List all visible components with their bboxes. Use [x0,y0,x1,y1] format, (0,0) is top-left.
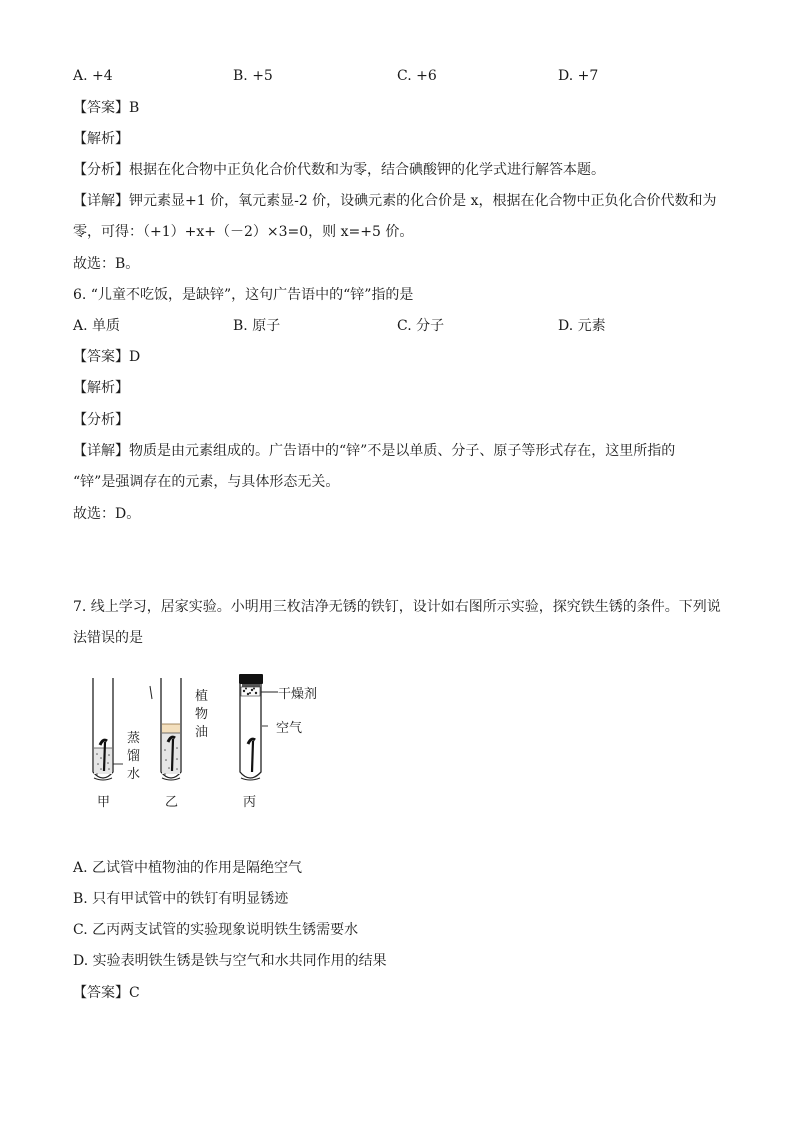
q6-choice: 故选：D。 [73,506,141,522]
q6-option-c: C. 分子 [397,318,445,334]
q6-jiexi: 【解析】 [73,380,129,396]
q5-option-b: B. +5 [233,68,273,84]
q5-option-c: C. +6 [397,68,437,84]
q6-option-b: B. 原子 [233,318,281,334]
label-oil-1: 植 [195,689,209,704]
label-tube-bing: 丙 [243,795,257,810]
q5-answer: 【答案】B [73,100,140,116]
q5-fenxi: 【分析】根据在化合物中正负化合价代数和为零，结合碘酸钾的化学式进行解答本题。 [73,162,605,178]
q6-option-d: D. 元素 [558,318,606,334]
q5-option-d: D. +7 [558,68,599,84]
q5-xiangjie-2: 零，可得：（+1）+x+（－2）×3=0，则 x=+5 价。 [73,224,414,240]
q6-option-a: A. 单质 [73,318,121,334]
q6-fenxi: 【分析】 [73,412,129,428]
label-water-3: 水 [127,767,141,782]
rust-experiment-figure [80,668,380,818]
q7-stem-1: 7. 线上学习，居家实验。小明用三枚洁净无锈的铁钉，设计如右图所示实验，探究铁生锈的条件。下列说 [73,599,721,615]
q7-option-b: B. 只有甲试管中的铁钉有明显锈迹 [73,891,289,907]
q6-xiangjie-1: 【详解】物质是由元素组成的。广告语中的“锌”不是以单质、分子、原子等形式存在，这里所指的 [73,443,676,459]
label-air: 空气 [276,721,303,736]
q5-xiangjie-1: 【详解】钾元素显+1 价，氧元素显-2 价，设碘元素的化合价是 x，根据在化合物中正负化合价代数和为 [73,193,717,209]
label-tube-yi: 乙 [165,795,179,810]
label-oil-2: 物 [195,707,209,722]
tube-jia [93,678,123,780]
q6-stem: 6. “儿童不吃饭，是缺锌”，这句广告语中的“锌”指的是 [73,287,414,303]
q5-option-a: A. +4 [73,68,113,84]
q7-stem-2: 法错误的是 [73,630,143,646]
nail-bing [248,739,255,772]
tube-yi [161,678,181,780]
q7-answer: 【答案】C [73,985,140,1001]
test-tubes-diagram [80,668,380,818]
label-oil-3: 油 [195,725,209,740]
label-water-1: 蒸 [127,731,141,746]
q5-choice: 故选：B。 [73,256,140,272]
q7-option-a: A. 乙试管中植物油的作用是隔绝空气 [73,860,303,876]
q6-answer: 【答案】D [73,349,141,365]
label-water-2: 馏 [127,749,141,764]
q6-xiangjie-2: “锌”是强调存在的元素，与具体形态无关。 [73,474,340,490]
q7-option-d: D. 实验表明铁生锈是铁与空气和水共同作用的结果 [73,953,387,969]
label-tube-jia: 甲 [97,795,111,810]
q5-jiexi: 【解析】 [73,131,129,147]
q7-option-c: C. 乙丙两支试管的实验现象说明铁生锈需要水 [73,922,359,938]
tube-bing [239,674,278,780]
label-desiccant: 干燥剂 [278,687,318,702]
